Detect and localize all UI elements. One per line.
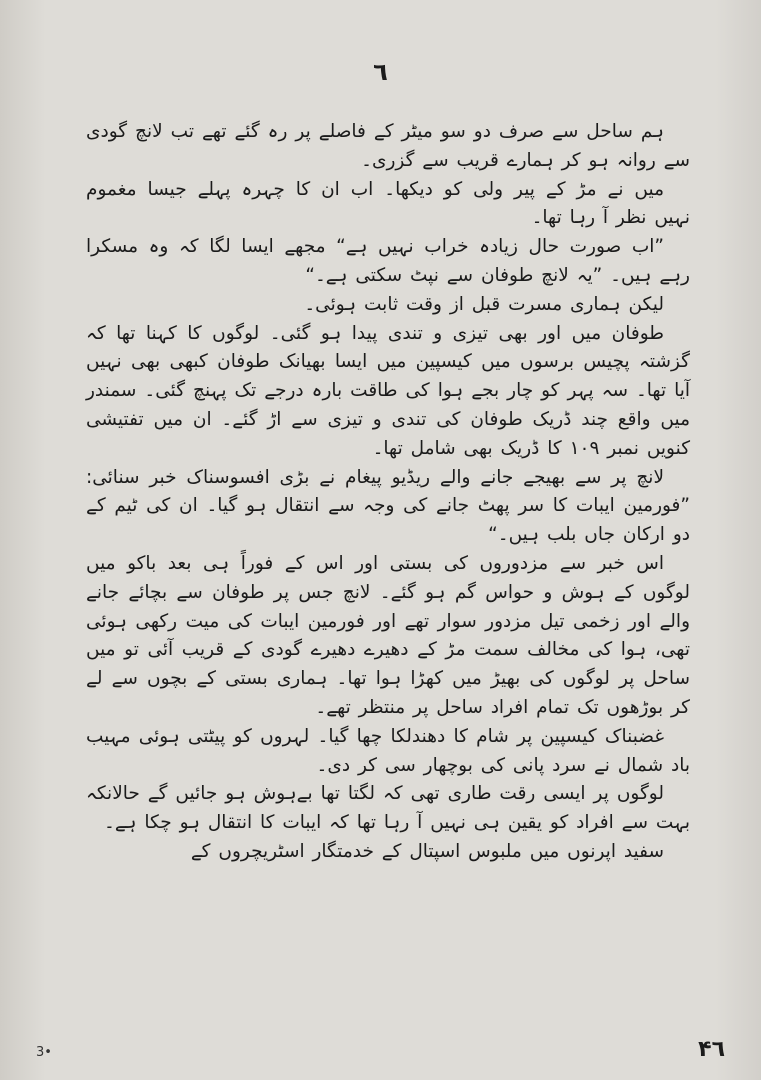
page-number: ۴٦ xyxy=(698,1037,725,1062)
paragraph-3: ”اب صورت حال زیادہ خراب نہیں ہے“ مجھے ایسا لگا کہ وہ مسکرا رہے ہیں۔ ”یہ لانچ طوفان سے نپٹ سکتی ہے۔“ xyxy=(86,236,690,286)
paragraph-9: لوگوں پر ایسی رقت طاری تھی کہ لگتا تھا بےہوش ہو جائیں گے حالانکہ بہت سے افراد کو یقین ہی نہیں آ رہا تھا کہ ایبات کا انتقال ہو چکا ہے۔ xyxy=(86,783,690,834)
paragraph-4: لیکن ہماری مسرت قبل از وقت ثابت ہوئی۔ xyxy=(304,293,664,315)
paragraph-8: غضبناک کیسپین پر شام کا دھندلکا چھا گیا۔ لہروں کو پیٹتی ہوئی مہیب باد شمال نے سرد پانی کی بوچھار سی کر دی۔ xyxy=(86,725,690,776)
paragraph-1: ہم ساحل سے صرف دو سو میٹر کے فاصلے پر رہ گئے تھے تب لانچ گودی سے روانہ ہو کر ہمارے قریب سے گزری۔ xyxy=(86,121,690,171)
chapter-number: ٦ xyxy=(373,58,388,86)
footer-mark: 3• xyxy=(36,1045,52,1060)
paragraph-5: طوفان میں اور بھی تیزی و تندی پیدا ہو گئی۔ لوگوں کا کہنا تھا کہ گزشتہ پچیس برسوں میں کیسپین میں ایسا بھیانک طوفان کبھی بھی نہیں آیا تھا۔ سہ پہر کو چار بجے ہوا کی طاقت بارہ درجے تک پہنچ گئی۔ سمندر میں واقع چند ڈریک طوفان کی تندی و تیزی سے اڑ گئے۔ ان میں تفتیشی کنویں نمبر ۱۰۹ کا ڈریک بھی شامل تھا۔ xyxy=(86,322,690,459)
body-text xyxy=(86,118,690,867)
paragraph-7: اس خبر سے مزدوروں کی بستی اور اس کے فوراً ہی بعد باکو میں لوگوں کے ہوش و حواس گم ہو گئے۔ لانچ جس پر طوفان سے بچائے جانے والے اور زخمی تیل مزدور سوار تھے اور فورمین ایبات کی میت رکھی ہوئی تھی، ہوا کی مخالف سمت مڑ کے دھیرے دھیرے گودی کے قریب آئی تو میں ساحل پر لوگوں کی بھیڑ میں کھڑا ہوا تھا۔ ہماری بستی کے بچوں سے لے کر بوڑھوں تک تمام افراد ساحل پر منتظر تھے۔ xyxy=(86,552,690,718)
paragraph-2: میں نے مڑ کے پیر ولی کو دیکھا۔ اب ان کا چہرہ پہلے جیسا مغموم نہیں نظر آ رہا تھا۔ xyxy=(86,178,690,229)
paragraph-10: سفید اپرنوں میں ملبوس اسپتال کے خدمتگار اسٹریچروں کے xyxy=(190,840,664,862)
paragraph-6: لانچ پر سے بھیجے جانے والے ریڈیو پیغام نے بڑی افسوسناک خبر سنائی: ”فورمین ایبات کا سر پھٹ جانے کی وجہ سے انتقال ہو گیا۔ ان کی ٹیم کے دو ارکان جاں بلب ہیں۔“ xyxy=(86,466,690,546)
